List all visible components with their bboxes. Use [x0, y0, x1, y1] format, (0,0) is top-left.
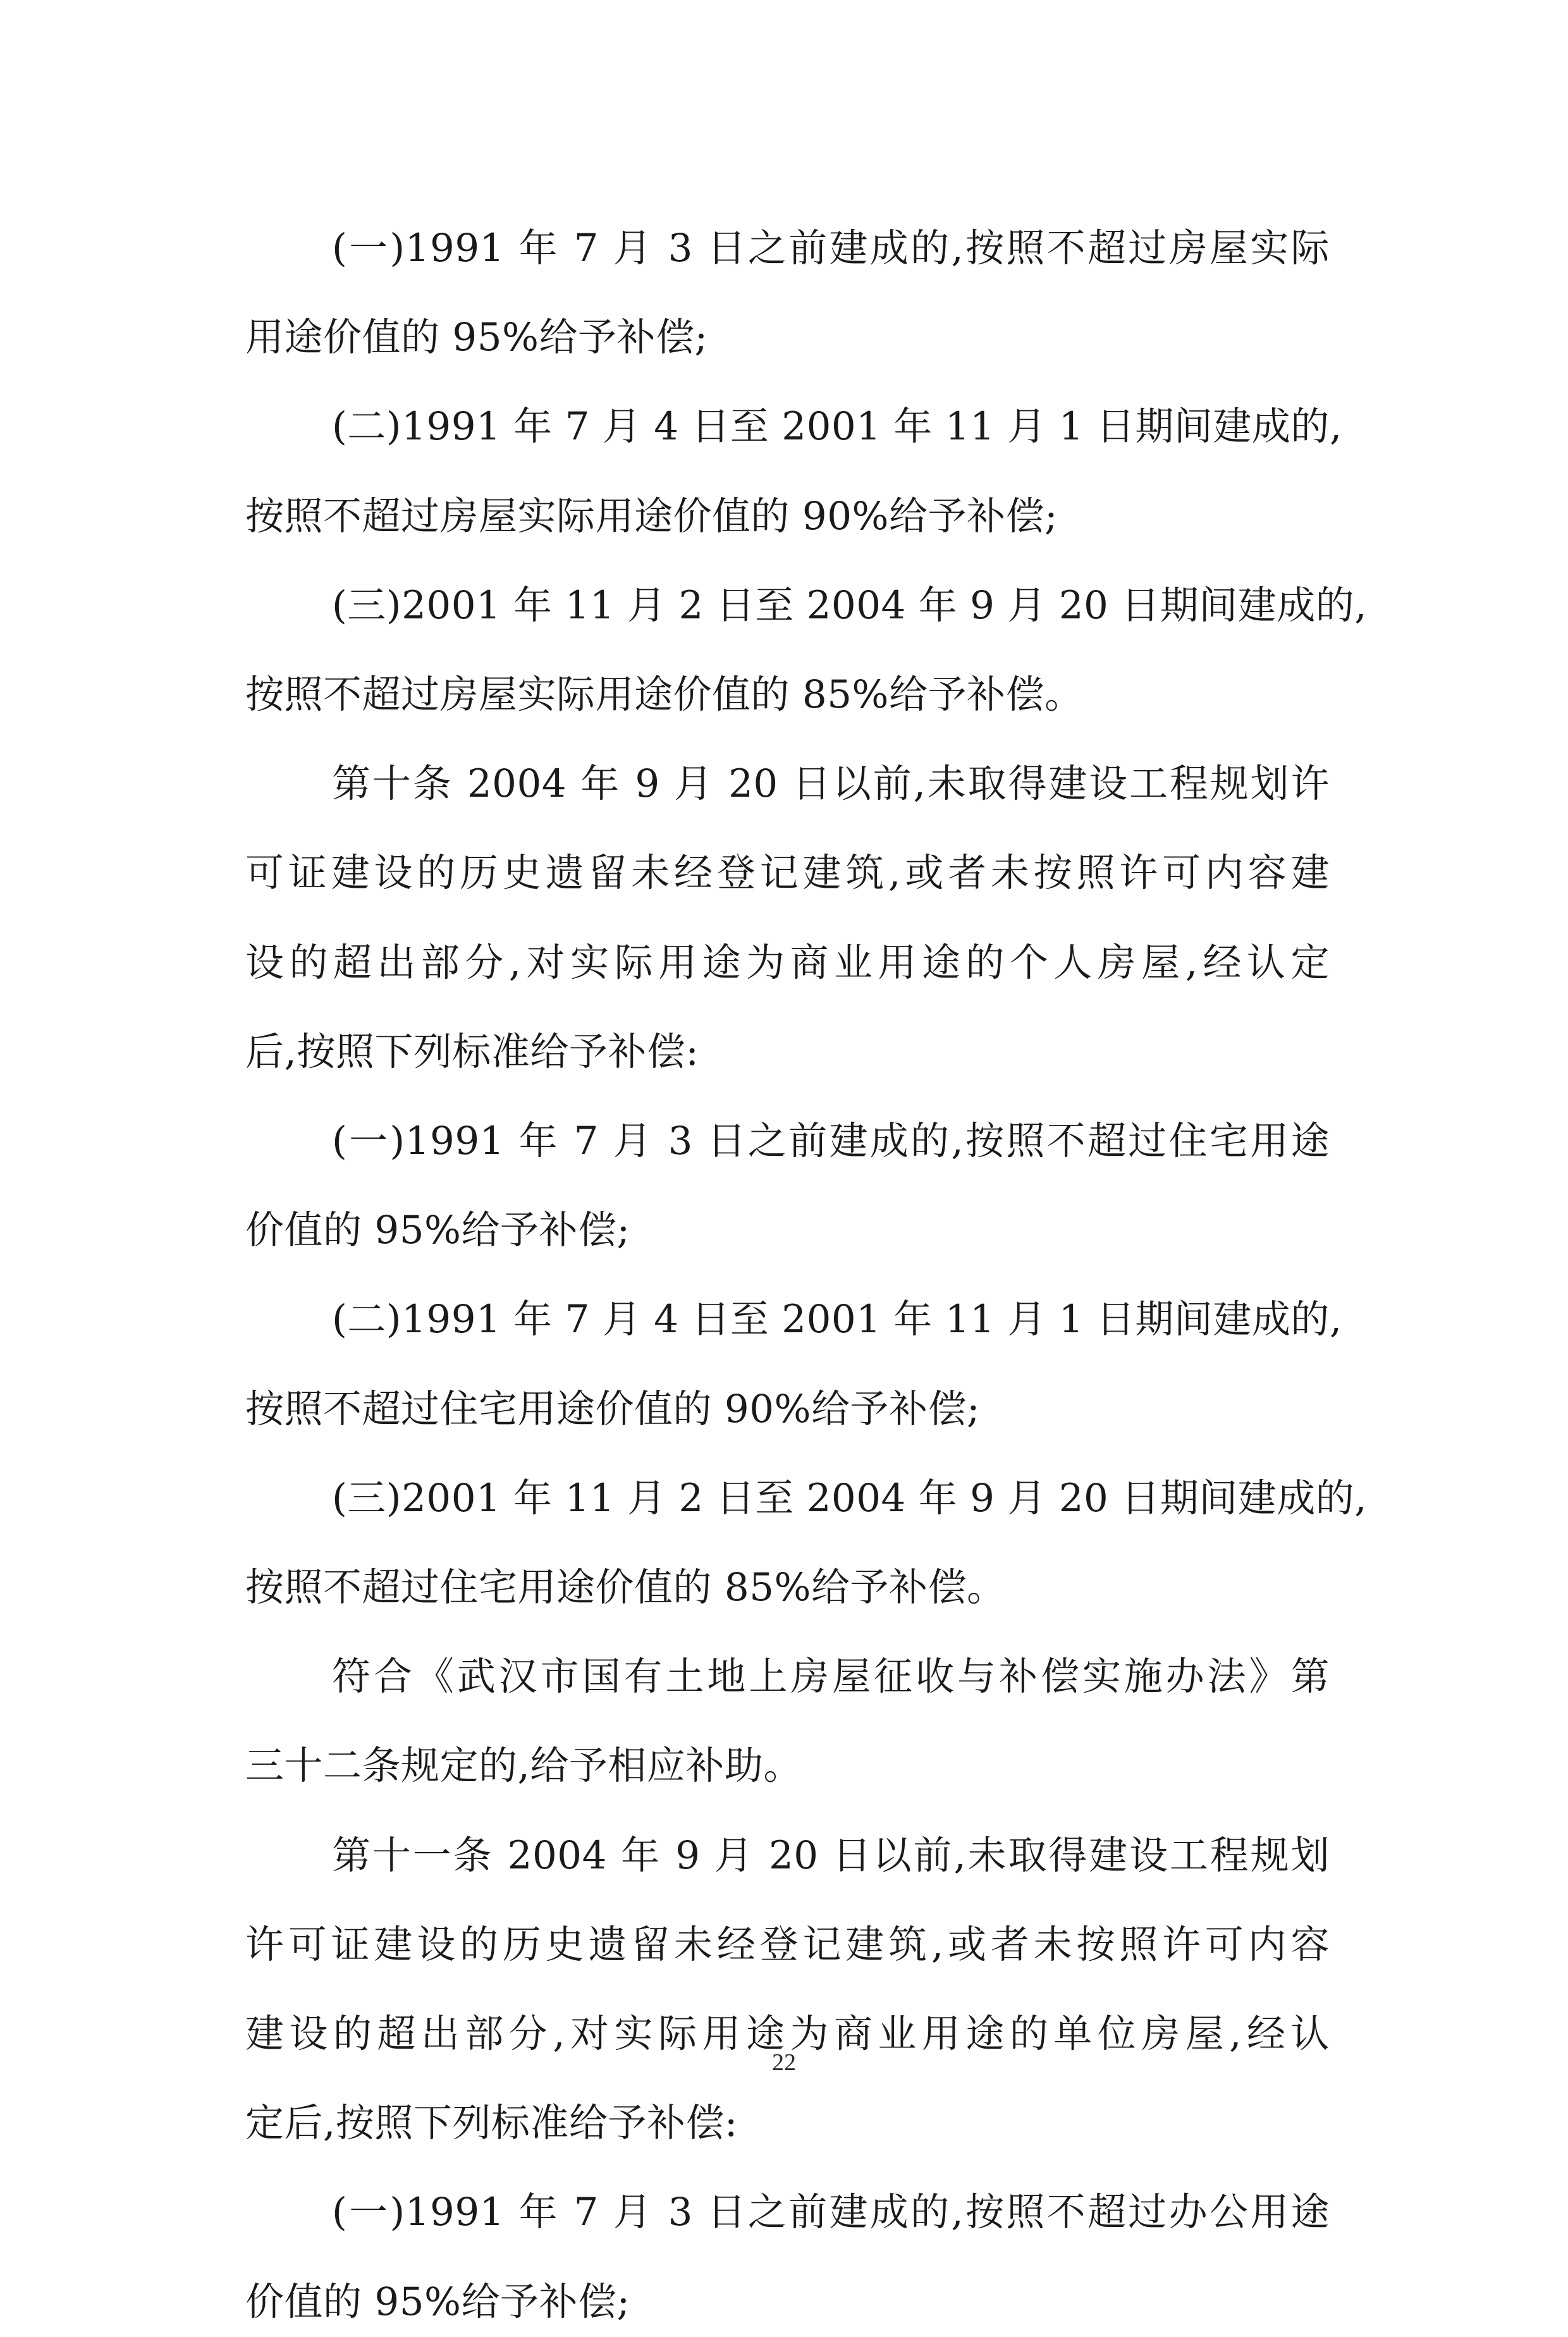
text-line: 按照不超过住宅用途价值的 85%给予补偿。: [245, 1565, 1006, 1610]
text-line: (一)1991 年 7 月 3 日之前建成的,按照不超过办公用途: [332, 2190, 1330, 2235]
text-line: 建设的超出部分,对实际用途为商业用途的单位房屋,经认: [245, 2011, 1330, 2056]
text-line: 第十条 2004 年 9 月 20 日以前,未取得建设工程规划许: [332, 761, 1330, 807]
text-line: (三)2001 年 11 月 2 日至 2004 年 9 月 20 日期间建成的,: [332, 1475, 1368, 1521]
text-line: 按照不超过住宅用途价值的 90%给予补偿;: [245, 1386, 981, 1432]
text-line: 后,按照下列标准给予补偿:: [245, 1029, 699, 1074]
text-line: (二)1991 年 7 月 4 日至 2001 年 11 月 1 日期间建成的,: [332, 404, 1342, 450]
text-line: 定后,按照下列标准给予补偿:: [245, 2101, 738, 2146]
text-line: (一)1991 年 7 月 3 日之前建成的,按照不超过房屋实际: [332, 226, 1330, 271]
text-line: 三十二条规定的,给予相应补助。: [245, 1743, 802, 1789]
text-line: 按照不超过房屋实际用途价值的 85%给予补偿。: [245, 672, 1084, 717]
text-line: 许可证建设的历史遗留未经登记建筑,或者未按照许可内容: [245, 1922, 1330, 1967]
text-line: (一)1991 年 7 月 3 日之前建成的,按照不超过住宅用途: [332, 1119, 1330, 1163]
text-line: 用途价值的 95%给予补偿;: [245, 315, 708, 360]
text-line: 按照不超过房屋实际用途价值的 90%给予补偿;: [245, 493, 1058, 539]
text-line: (二)1991 年 7 月 4 日至 2001 年 11 月 1 日期间建成的,: [332, 1297, 1342, 1342]
text-line: 第十一条 2004 年 9 月 20 日以前,未取得建设工程规划: [332, 1832, 1330, 1878]
page-number: 22: [772, 2049, 796, 2076]
text-line: 价值的 95%给予补偿;: [245, 2279, 630, 2324]
text-line: (三)2001 年 11 月 2 日至 2004 年 9 月 20 日期间建成的,: [332, 582, 1368, 628]
text-line: 符合《武汉市国有土地上房屋征收与补偿实施办法》第: [332, 1654, 1330, 1700]
text-line: 价值的 95%给予补偿;: [245, 1208, 630, 1253]
text-line: 可证建设的历史遗留未经登记建筑,或者未按照许可内容建: [245, 850, 1330, 896]
text-line: 设的超出部分,对实际用途为商业用途的个人房屋,经认定: [245, 940, 1330, 985]
